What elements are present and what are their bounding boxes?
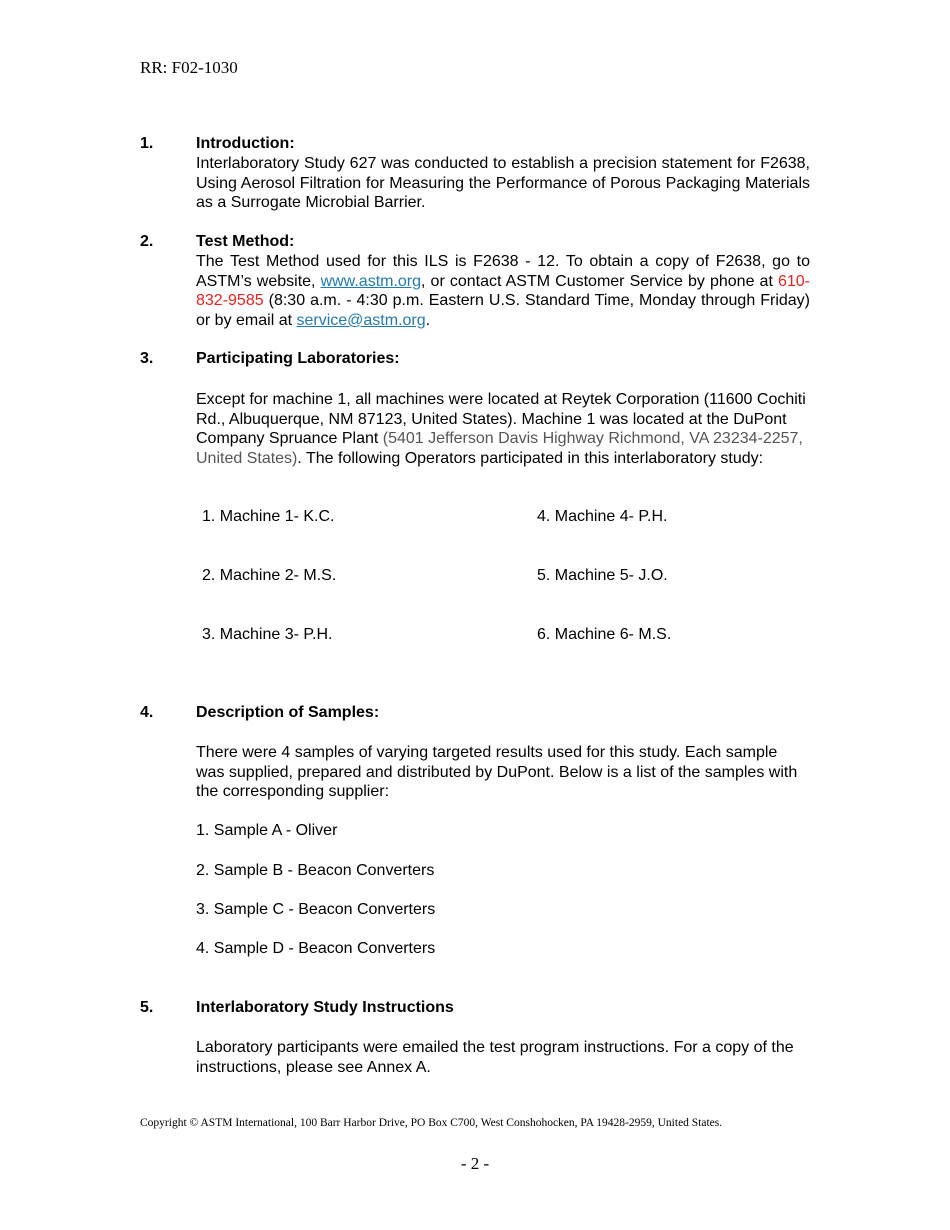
- machine-item-6: 6. Machine 6- M.S.: [537, 626, 672, 643]
- machine-item-5: 5. Machine 5- J.O.: [537, 567, 668, 584]
- machine-item-3: 3. Machine 3- P.H.: [202, 626, 333, 643]
- section-4-title: Description of Samples:: [196, 704, 380, 721]
- section-2-text-4: .: [425, 311, 431, 329]
- sample-item-1: 1. Sample A - Oliver: [196, 822, 338, 839]
- section-3-title: Participating Laboratories:: [196, 350, 400, 367]
- sample-item-3: 3. Sample C - Beacon Converters: [196, 901, 436, 918]
- section-4-body: There were 4 samples of varying targeted results used for this study. Each sample was supplied, prepared and distributed by DuPont. Below is a list of the samples with the corresponding supplier:: [196, 744, 798, 801]
- page-number: - 2 -: [460, 1154, 490, 1173]
- section-2-body: [196, 252, 810, 330]
- astm-website-link[interactable]: www.astm.org: [320, 272, 422, 290]
- section-4-number: 4.: [140, 704, 154, 721]
- section-3-body: [196, 390, 810, 468]
- section-2-text-1: The Test Method used for this ILS is F2638 - 12. To obtain a copy of F2638, go to ASTM’s website,: [196, 253, 810, 290]
- section-5-number: 5.: [140, 999, 154, 1016]
- section-2-text-2: , or contact ASTM Customer Service by phone at: [421, 272, 778, 290]
- section-1-title: Introduction:: [196, 135, 295, 152]
- machine-item-1: 1. Machine 1- K.C.: [202, 508, 335, 525]
- section-3-text-1: Except for machine 1, all machines were located at Reytek Corporation (11600 Cochiti Rd., Albuquerque, NM 87123, United States). Machine 1 was located at the DuPont Company Spruance Plant: [196, 391, 806, 448]
- section-1-body: Interlaboratory Study 627 was conducted to establish a precision statement for F2638, Using Aerosol Filtration for Measuring the Performance of Porous Packaging Materials as a Surrogate Microbial Barrier.: [196, 155, 810, 212]
- section-5-body: Laboratory participants were emailed the test program instructions. For a copy of the instructions, please see Annex A.: [196, 1039, 794, 1076]
- machine-item-2: 2. Machine 2- M.S.: [202, 567, 337, 584]
- phone-number: 610-832-9585: [196, 272, 811, 310]
- section-3-number: 3.: [140, 350, 154, 367]
- section-2-text-3: (8:30 a.m. - 4:30 p.m. Eastern U.S. Standard Time, Monday through Friday) or by email at: [196, 292, 810, 329]
- document-header: RR: F02-1030: [140, 58, 238, 77]
- service-email-link[interactable]: service@astm.org: [296, 311, 426, 329]
- section-3-text-2: . The following Operators participated in this interlaboratory study:: [297, 449, 764, 467]
- copyright-footer: Copyright © ASTM International, 100 Barr Harbor Drive, PO Box C700, West Conshohocken, PA 19428-2959, United States.: [140, 1117, 723, 1129]
- machine-item-4: 4. Machine 4- P.H.: [537, 508, 668, 525]
- section-5-title: Interlaboratory Study Instructions: [196, 999, 454, 1016]
- section-2-title: Test Method:: [196, 233, 295, 250]
- sample-item-2: 2. Sample B - Beacon Converters: [196, 862, 435, 879]
- section-1-number: 1.: [140, 135, 154, 152]
- section-2-number: 2.: [140, 233, 154, 250]
- sample-item-4: 4. Sample D - Beacon Converters: [196, 940, 436, 957]
- spruance-address: (5401 Jefferson Davis Highway Richmond, VA 23234-2257, United States): [196, 430, 803, 467]
